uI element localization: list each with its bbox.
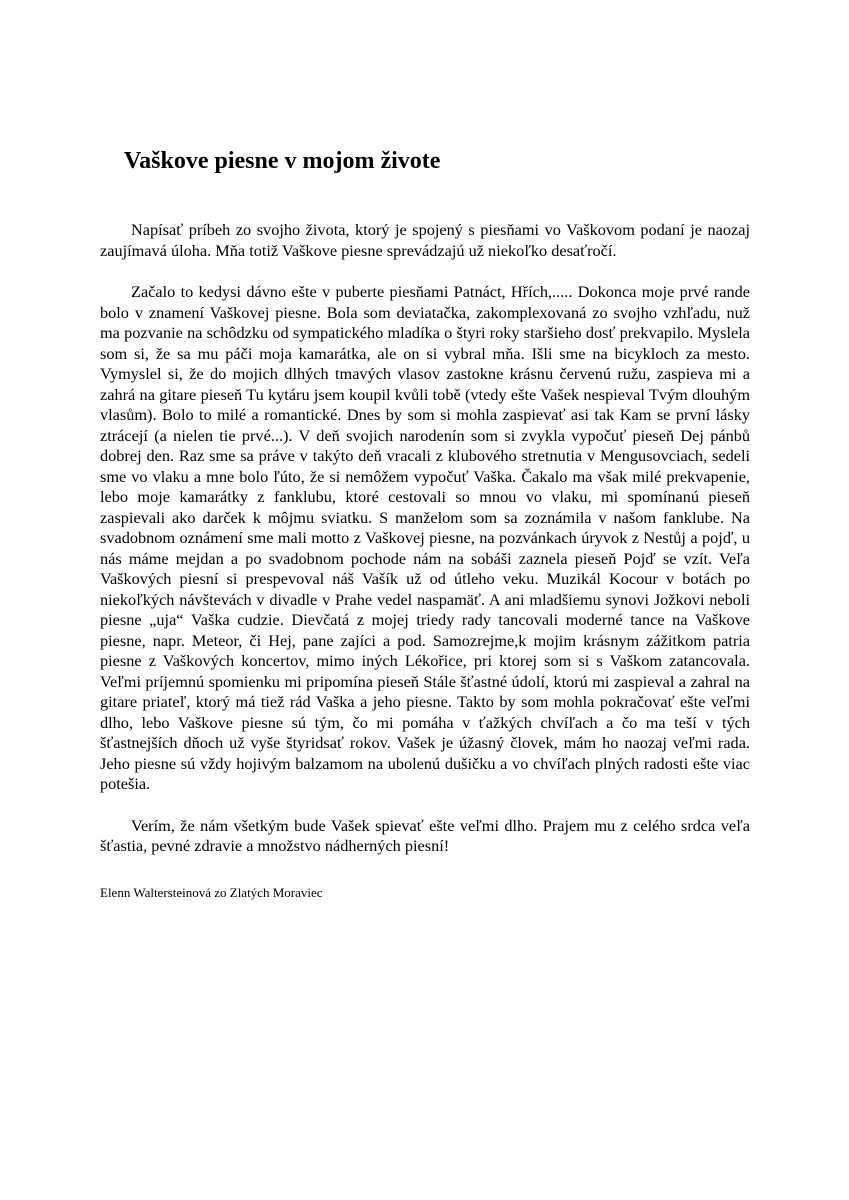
page-title: Vaškove piesne v mojom živote (124, 148, 441, 174)
paragraph-closing: Verím, že nám všetkým bude Vašek spievať ešte veľmi dlho. Prajem mu z celého srdca veľa šťastia, pevné zdravie a množstvo nádherných piesní! (100, 815, 750, 855)
paragraph-intro: Napísať príbeh zo svojho života, ktorý je spojený s piesňami vo Vaškovom podaní je naozaj zaujímavá úloha. Mňa totiž Vaškove piesne sprevádzajú už niekoľko desaťročí. (100, 220, 750, 260)
paragraph-story: Začalo to kedysi dávno ešte v puberte piesňami Patnáct, Hřích,..... Dokonca moje prvé rande bolo v znamení Vaškovej piesne. Bola som deviatačka, zakomplexovaná zo svojho vzhľadu, nuž ma pozvanie na schôdzku od sympatického mladíka o štyri roky staršieho dosť prekvapilo. Myslela som si, že sa mu páči moja kamarátka, ale on si vybral mňa. Išli sme na bicykloch za mesto. Vymyslel si, že do mojich dlhých tmavých vlasov zastokne krásnu červenú ružu, zaspieva mi a zahrá na gitare pieseň Tu kytáru jsem koupil kvůli tobě (vtedy ešte Vašek nespieval Tvým dlouhým vlasům). Bolo to milé a romantické. Dnes by som si mohla zaspievať asi tak Kam se první lásky ztrácejí (a nielen tie prvé...). V deň svojich narodenín som si zvykla vypočuť pieseň Dej pánbů dobrej den. Raz sme sa práve v takýto deň vracali z klubového stretnutia v Mengusovciach, sedeli sme vo vlaku a mne bolo ľúto, že si nemôžem vypočuť Vaška. Čakalo ma však milé prekvapenie, lebo moje kamarátky z fanklubu, ktoré cestovali so mnou vo vlaku, mi spomínanú pieseň zaspievali ako darček k môjmu sviatku. S manželom som sa zoznámila v našom fanklube. Na svadobnom oznámení sme mali motto z Vaškovej piesne, na pozvánkach úryvok z Nestůj a pojď, u nás máme mejdan a po svadobnom pochode nám na sobáši zaznela pieseň Pojď se vzít. Veľa Vaškových piesní si prespevoval náš Vašík už od útleho veku. Muzikál Kocour v botách po niekoľkých návštevách v divadle v Prahe vedel naspamäť. A ani mladšiemu synovi Jožkovi neboli piesne „uja“ Vaška cudzie. Dievčatá z mojej triedy rady tancovali moderné tance na Vaškove piesne, napr. Meteor, či Hej, pane zajíci a pod. Samozrejme,k mojim krásnym zážitkom patria piesne z Vaškových koncertov, mimo iných Lékořice, pri ktorej som si s Vaškom zatancovala. Veľmi príjemnú spomienku mi pripomína pieseň Stále šťastné údolí, ktorú mi zaspieval a zahral na gitare priateľ, ktorý má tiež rád Vaška a jeho piesne. Takto by som mohla pokračovať ešte veľmi dlho, lebo Vaškove piesne sú tým, čo mi pomáha v ťažkých chvíľach a čo ma teší v tých šťastnejších dňoch už vyše štyridsať rokov. Vašek je úžasný človek, mám ho naozaj veľmi rada. Jeho piesne sú vždy hojivým balzamom na ubolenú dušičku a vo chvíľach plných radosti ešte viac potešia. (100, 282, 750, 793)
author-signature: Elenn Waltersteinová zo Zlatých Moraviec (100, 885, 323, 900)
document-body (100, 220, 750, 857)
